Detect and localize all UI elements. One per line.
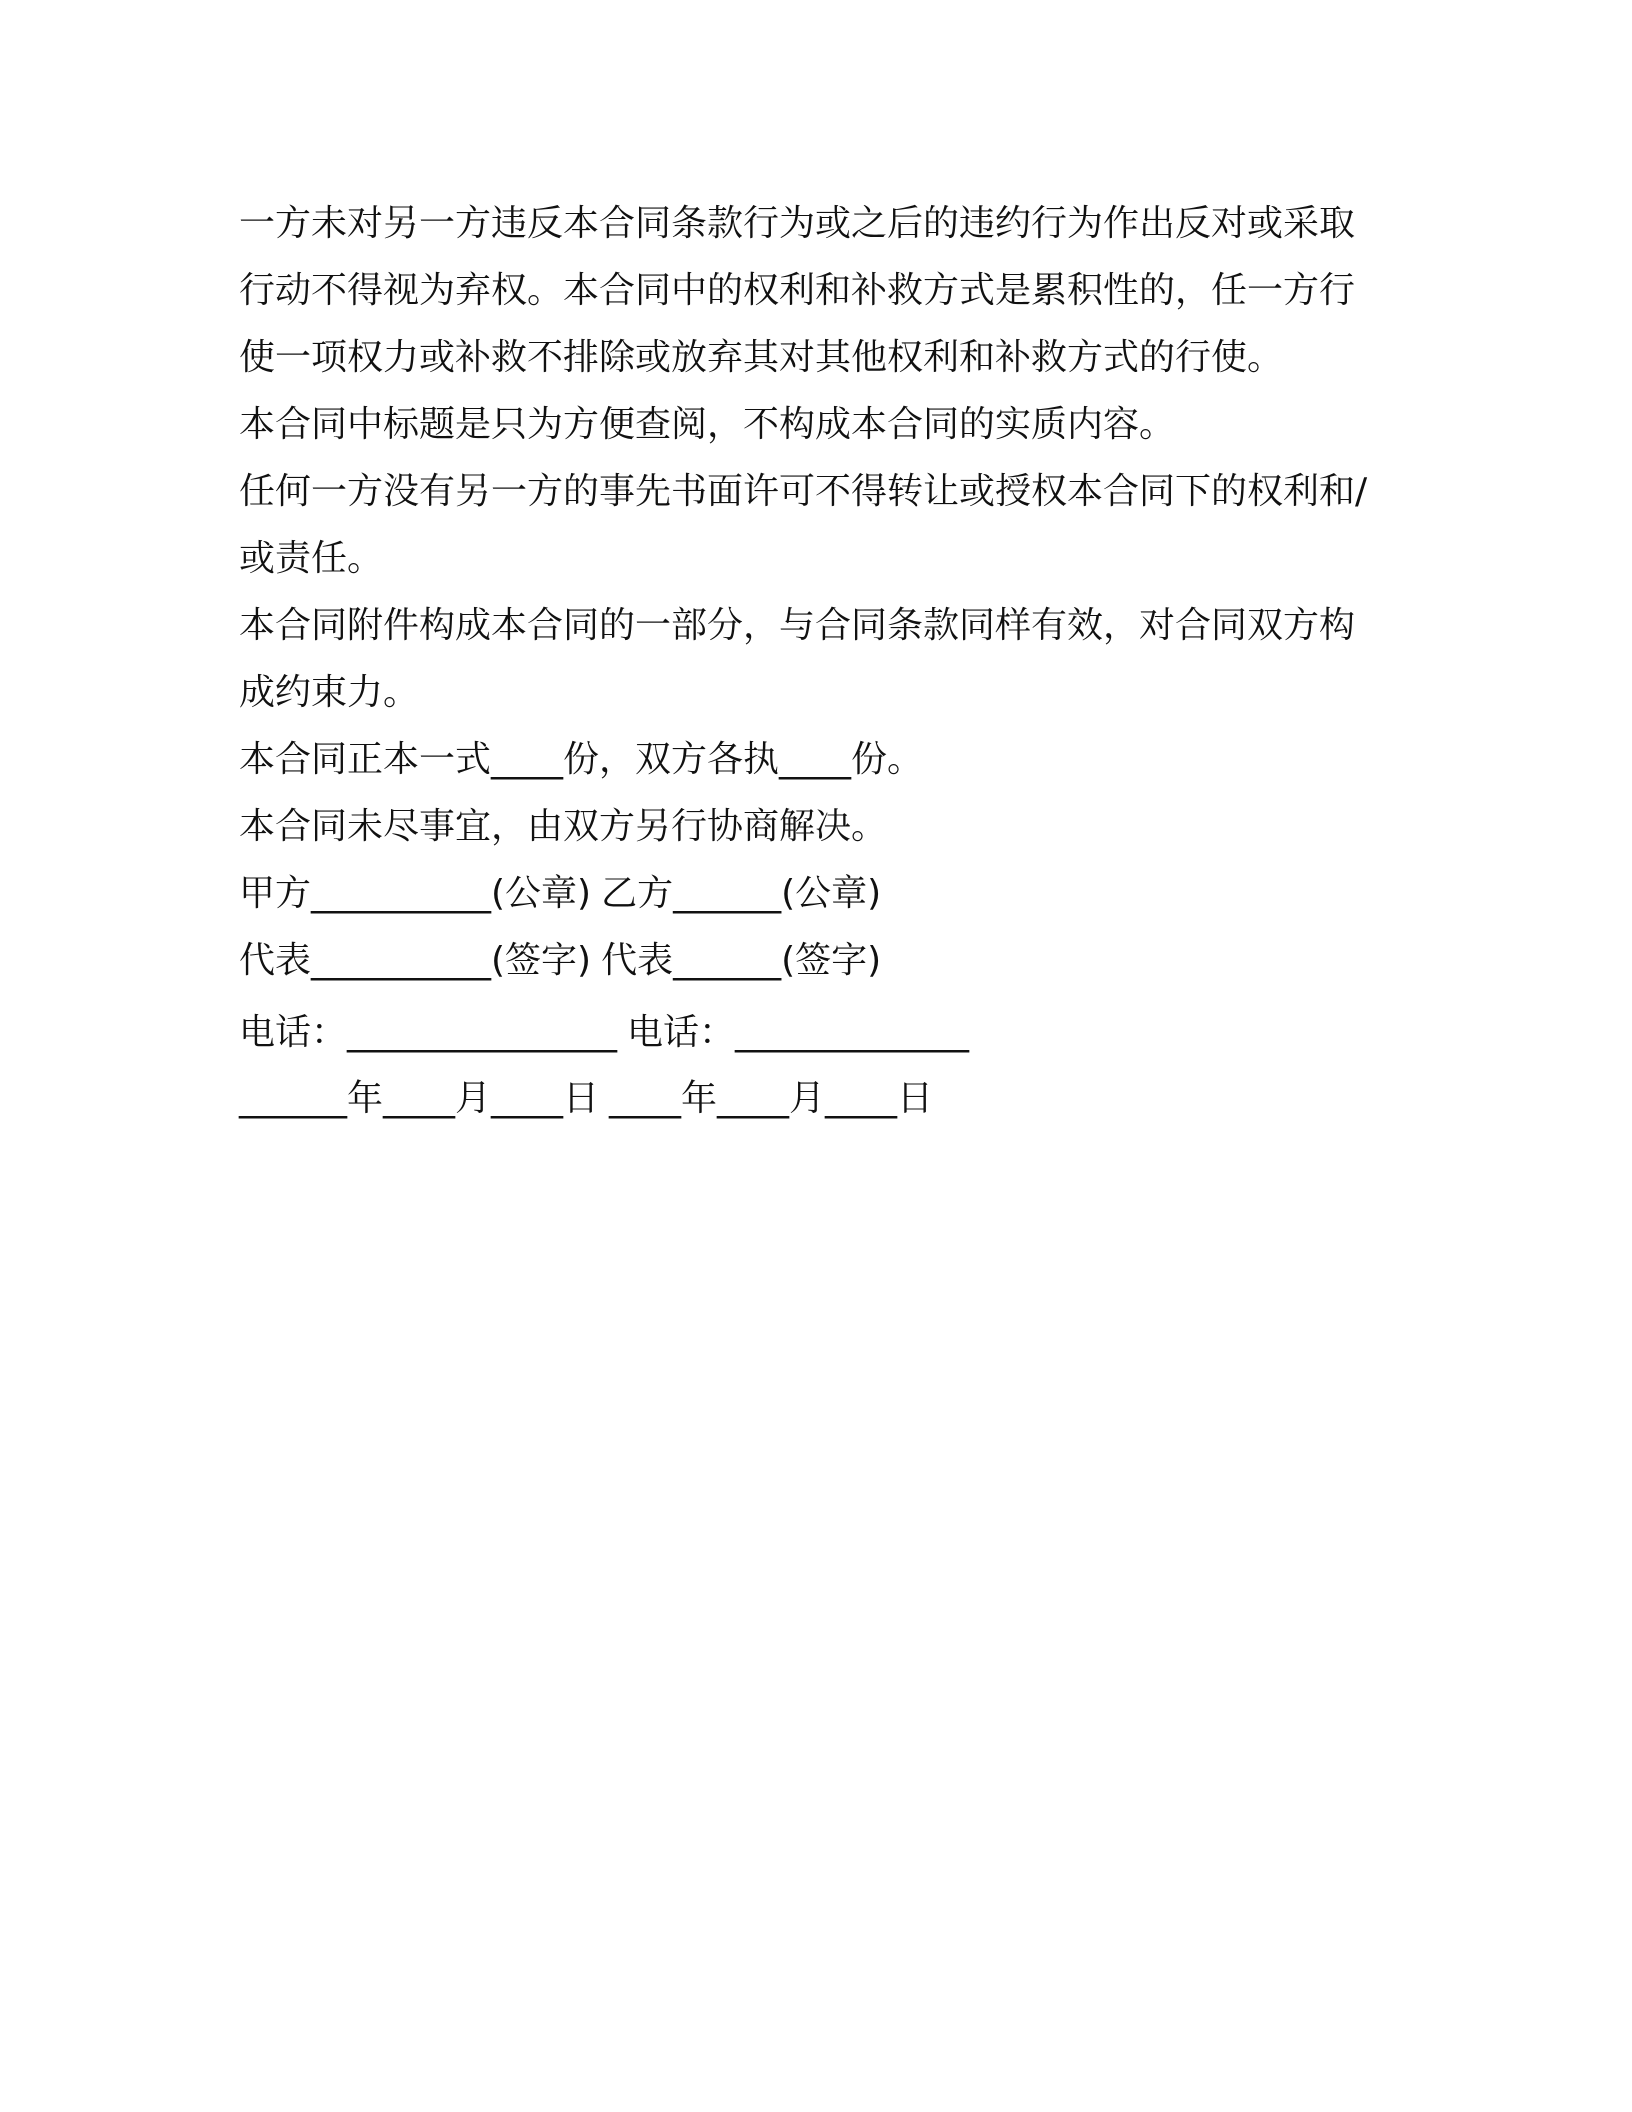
- document-body: [239, 190, 1369, 1130]
- representative-a-signature: 代表__________(签字): [239, 940, 592, 981]
- date-b: ____年____月____日: [609, 1078, 934, 1119]
- phone-a: 电话：_______________: [239, 1012, 618, 1053]
- party-a-seal: 甲方__________(公章): [239, 873, 592, 914]
- paragraph-waiver: 一方未对另一方违反本合同条款行为或之后的违约行为作出反对或采取行动不得视为弃权。本合同中的权利和补救方式是累积性的，任一方行使一项权力或补救不排除或放弃其对其他权利和补救方式的行使。: [239, 203, 1356, 378]
- date-a: ______年____月____日: [239, 1078, 599, 1119]
- signature-date-row: [239, 1068, 1369, 1130]
- signature-party-row: [239, 860, 1369, 927]
- paragraph-headings: 本合同中标题是只为方便查阅，不构成本合同的实质内容。: [239, 404, 1176, 445]
- party-b-seal: 乙方______(公章): [601, 873, 882, 914]
- paragraph-annex: 本合同附件构成本合同的一部分，与合同条款同样有效，对合同双方构成约束力。: [239, 605, 1356, 713]
- phone-b: 电话：_____________: [627, 1012, 970, 1053]
- signature-representative-row: [239, 927, 1369, 994]
- paragraph-unresolved: 本合同未尽事宜，由双方另行协商解决。: [239, 806, 888, 847]
- paragraph-assignment: 任何一方没有另一方的事先书面许可不得转让或授权本合同下的权利和/或责任。: [239, 471, 1368, 579]
- representative-b-signature: 代表______(签字): [601, 940, 882, 981]
- paragraph-copies: 本合同正本一式____份，双方各执____份。: [239, 739, 924, 780]
- signature-phone-row: [239, 998, 1369, 1068]
